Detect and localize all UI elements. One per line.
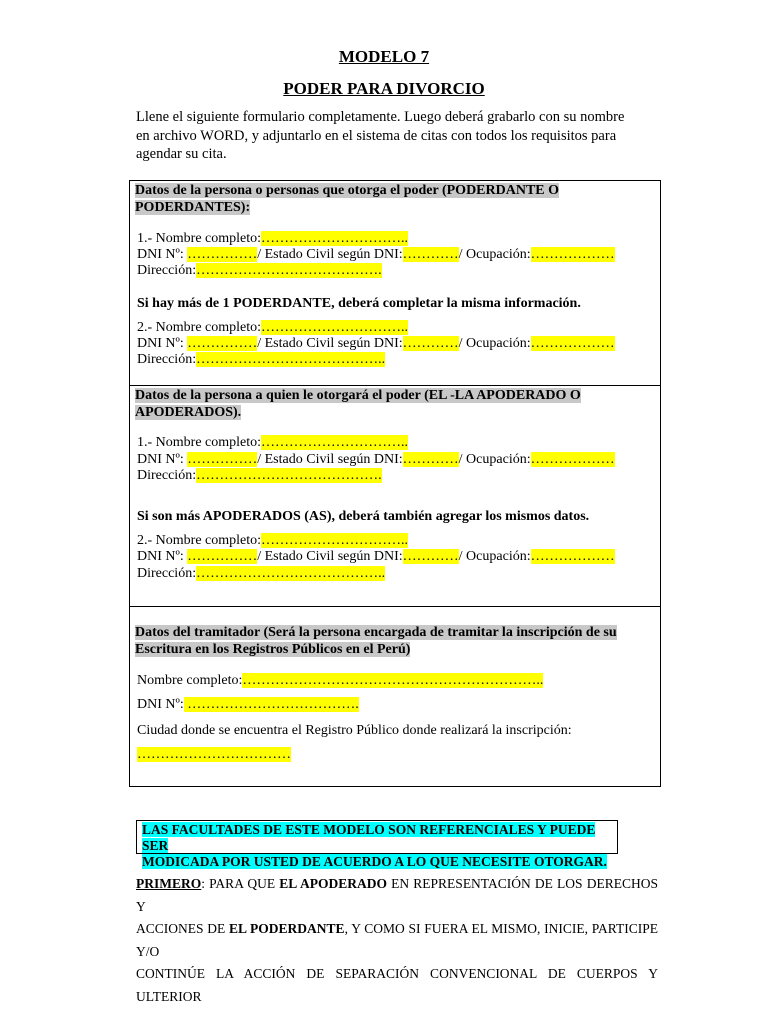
civil-label: / Estado Civil según DNI: — [257, 452, 403, 467]
notice-line: LAS FACULTADES DE ESTE MODELO SON REFERENCIALES Y PUEDE SER — [142, 822, 596, 853]
poderdante-section — [129, 180, 661, 386]
address-field[interactable]: …………………………………. — [196, 468, 382, 483]
clause-term: EL APODERADO — [279, 876, 387, 891]
clause-line — [136, 873, 658, 918]
civil-field[interactable]: ………… — [402, 452, 459, 467]
tramitador-section — [129, 606, 661, 787]
clause-term: EL PODERDANTE — [229, 921, 345, 936]
notice-line: MODICADA POR USTED DE ACUERDO A LO QUE NECESITE OTORGAR. — [142, 854, 607, 869]
header-line: Datos del tramitador (Será la persona encargada de tramitar la inscripción de su — [135, 625, 617, 640]
apoderado1-name-row — [137, 435, 408, 451]
header-line: Datos de la persona a quien le otorgará el poder (EL -LA APODERADO O — [135, 388, 581, 403]
tramitador-city-label: Ciudad donde se encuentra el Registro Público donde realizará la inscripción: — [137, 723, 572, 738]
dni-field[interactable]: …………… — [187, 247, 258, 262]
civil-field[interactable]: ………… — [402, 247, 459, 262]
name-label: 1.- Nombre completo: — [137, 435, 262, 450]
clause-text: , Y COMO SI FUERA EL MISMO, INICIE, PARTICIPE Y/O — [136, 921, 658, 959]
poderdante1-dni-row — [137, 247, 615, 263]
tramitador-name-row — [137, 673, 543, 689]
apoderado2-name-row — [137, 533, 408, 549]
clause-text: EN REPRESENTACIÓN DE LOS DERECHOS Y — [136, 876, 658, 914]
dni-label: DNI Nº: — [137, 549, 188, 564]
name-label: 1.- Nombre completo: — [137, 231, 262, 246]
address-label: Dirección: — [137, 468, 197, 483]
tramitador-dni-row — [137, 697, 359, 713]
apoderado1-dni-row — [137, 452, 615, 468]
poderdante-header — [135, 182, 559, 216]
header-line: Escritura en los Registros Públicos en el Perú) — [135, 642, 411, 657]
city-field[interactable]: …………………………… — [137, 747, 291, 762]
name-field[interactable]: ………………………….. — [261, 231, 409, 246]
address-field[interactable]: ………………………………….. — [196, 352, 386, 367]
tramitador-city-row — [137, 747, 291, 763]
civil-field[interactable]: ………… — [402, 336, 459, 351]
poderdante1-address-row — [137, 263, 382, 279]
name-label: 2.- Nombre completo: — [137, 320, 262, 335]
apoderado2-dni-row — [137, 549, 615, 565]
clause-line: CONTINÚE LA ACCIÓN DE SEPARACIÓN CONVENCIONAL DE CUERPOS Y ULTERIOR — [136, 966, 658, 1004]
apoderado2-address-row — [137, 566, 385, 582]
header-line: PODERDANTES): — [135, 200, 251, 215]
name-field[interactable]: ………………………….. — [261, 320, 409, 335]
apoderado-note: Si son más APODERADOS (AS), deberá también agregar los mismos datos. — [137, 509, 590, 524]
civil-field[interactable]: ………… — [402, 549, 459, 564]
dni-label: DNI Nº: — [137, 336, 188, 351]
dni-label: DNI Nº: — [137, 452, 188, 467]
clause-heading: PRIMERO — [136, 876, 202, 891]
poderdante2-name-row — [137, 320, 408, 336]
occupation-field[interactable]: ……………… — [530, 452, 615, 467]
address-field[interactable]: ………………………………….. — [196, 566, 386, 581]
clause-text: : PARA QUE — [201, 876, 280, 891]
name-field[interactable]: ………………………….. — [261, 533, 409, 548]
intro-line: agendar su cita. — [136, 146, 227, 162]
dni-field[interactable]: …………… — [187, 549, 258, 564]
document-title: MODELO 7 — [338, 47, 430, 66]
tramitador-header — [135, 624, 617, 658]
name-label: Nombre completo: — [137, 673, 243, 688]
occupation-field[interactable]: ……………… — [530, 336, 615, 351]
notice-box — [136, 820, 618, 869]
poderdante1-name-row — [137, 231, 408, 247]
occupation-field[interactable]: ……………… — [530, 549, 615, 564]
dni-field[interactable]: …………… — [187, 336, 258, 351]
poderdante-note: Si hay más de 1 PODERDANTE, deberá completar la misma información. — [137, 296, 581, 311]
clause-text: ACCIONES DE — [136, 921, 230, 936]
occupation-field[interactable]: ……………… — [530, 247, 615, 262]
occupation-label: / Ocupación: — [458, 549, 531, 564]
civil-label: / Estado Civil según DNI: — [257, 549, 403, 564]
name-field[interactable]: ………………………….. — [261, 435, 409, 450]
apoderado-section — [129, 385, 661, 607]
intro-line: en archivo WORD, y adjuntarlo en el sistema de citas con todos los requisitos para — [136, 127, 617, 144]
occupation-label: / Ocupación: — [458, 247, 531, 262]
intro-line: Llene el siguiente formulario completamente. Luego deberá grabarlo con su nombre — [136, 109, 625, 125]
header-line: Datos de la persona o personas que otorga el poder (PODERDANTE O — [135, 183, 560, 198]
dni-field[interactable]: ………………………………. — [183, 697, 359, 712]
civil-label: / Estado Civil según DNI: — [257, 336, 403, 351]
address-label: Dirección: — [137, 352, 197, 367]
poderdante2-address-row — [137, 352, 385, 368]
occupation-label: / Ocupación: — [458, 452, 531, 467]
clause-line — [136, 918, 658, 963]
name-field[interactable]: ……………………………………………………….. — [242, 673, 544, 688]
apoderado1-address-row — [137, 468, 382, 484]
address-label: Dirección: — [137, 566, 197, 581]
address-label: Dirección: — [137, 263, 197, 278]
dni-field[interactable]: …………… — [187, 452, 258, 467]
primero-clause — [136, 873, 658, 1008]
apoderado-header — [135, 387, 581, 421]
address-field[interactable]: …………………………………. — [196, 263, 382, 278]
poderdante2-dni-row — [137, 336, 615, 352]
name-label: 2.- Nombre completo: — [137, 533, 262, 548]
document-subtitle: PODER PARA DIVORCIO — [283, 79, 485, 98]
dni-label: DNI Nº: — [137, 697, 184, 712]
dni-label: DNI Nº: — [137, 247, 188, 262]
intro-text — [136, 108, 636, 164]
occupation-label: / Ocupación: — [458, 336, 531, 351]
header-line: APODERADOS). — [135, 405, 242, 420]
civil-label: / Estado Civil según DNI: — [257, 247, 403, 262]
